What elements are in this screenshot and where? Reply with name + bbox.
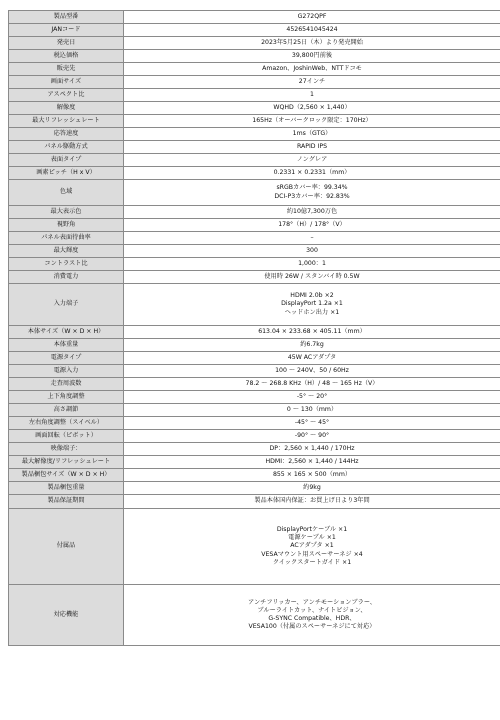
- spec-value-line: 1,000：1: [298, 259, 326, 267]
- spec-value-line: ノングレア: [296, 155, 328, 163]
- spec-value-line: 4526541045424: [286, 25, 338, 33]
- spec-value: [124, 232, 500, 245]
- spec-row: [9, 76, 500, 89]
- spec-row: [9, 456, 500, 469]
- spec-sheet: [8, 10, 490, 646]
- spec-value-line: 製品本体国内保証：お買上げ日より3年間: [254, 497, 370, 505]
- spec-label: 電源タイプ: [9, 352, 124, 365]
- spec-value-line: 855 × 165 × 500（mm）: [272, 470, 352, 478]
- spec-value: [124, 482, 500, 495]
- spec-row: [9, 11, 500, 24]
- spec-value-line: 39,800円前後: [291, 51, 333, 59]
- spec-value: [124, 24, 500, 37]
- spec-value-line: 165Hz（オーバークロック限定：170Hz）: [252, 116, 372, 124]
- spec-value: [124, 141, 500, 154]
- spec-value-line: クイックスタートガイド ×1: [272, 558, 352, 566]
- spec-value-line: ヘッドホン出力 ×1: [284, 308, 340, 316]
- spec-value: [124, 443, 500, 456]
- spec-label: 製品型番: [9, 11, 124, 24]
- spec-value-line: -90° ～ 90°: [294, 431, 330, 439]
- spec-row: [9, 271, 500, 284]
- spec-value: [124, 417, 500, 430]
- spec-value: [124, 391, 500, 404]
- spec-row: [9, 245, 500, 258]
- spec-value: [124, 495, 500, 509]
- spec-row: [9, 180, 500, 206]
- spec-value: [124, 245, 500, 258]
- spec-label: 製品梱包サイズ（W × D × H）: [9, 469, 124, 482]
- spec-value-line: 約6.7kg: [300, 340, 324, 348]
- spec-value-line: 1: [310, 90, 314, 98]
- spec-row: [9, 326, 500, 339]
- spec-row: [9, 115, 500, 128]
- spec-row: [9, 339, 500, 352]
- spec-label: 製品梱包重量: [9, 482, 124, 495]
- spec-value-line: 2023年5月25日（木）より発売開始: [261, 38, 363, 46]
- spec-label: JANコード: [9, 24, 124, 37]
- spec-value-line: G272QPF: [297, 12, 327, 20]
- spec-label: 入力端子: [9, 284, 124, 326]
- spec-value: [124, 154, 500, 167]
- spec-value: [124, 206, 500, 219]
- spec-value-line: ACアダプタ ×1: [290, 542, 334, 550]
- spec-value: [124, 37, 500, 50]
- spec-value-line: 100 ～ 240V、50 / 60Hz: [275, 366, 349, 374]
- spec-label: 販売先: [9, 63, 124, 76]
- spec-row: [9, 154, 500, 167]
- spec-value-line: HDMI：2,560 × 1,440 / 144Hz: [265, 457, 359, 465]
- spec-label: パネル駆動方式: [9, 141, 124, 154]
- spec-value-line: sRGBカバー率：99.34%: [276, 184, 348, 192]
- spec-value-line: -45° ～ 45°: [294, 418, 330, 426]
- spec-value-line: 300: [306, 246, 318, 254]
- spec-value-line: 78.2 ～ 268.8 KHz（H）/ 48 ～ 165 Hz（V）: [245, 379, 379, 387]
- spec-row: [9, 585, 500, 646]
- spec-label: 応答速度: [9, 128, 124, 141]
- spec-value-line: 45W ACアダプタ: [287, 353, 337, 361]
- spec-row: [9, 219, 500, 232]
- spec-value-line: 0.2331 × 0.2331（mm）: [273, 168, 351, 176]
- spec-value: [124, 585, 500, 646]
- spec-label: 消費電力: [9, 271, 124, 284]
- spec-value-line: –: [310, 233, 314, 241]
- spec-value-line: ブルーライトカット、ナイトビジョン、: [257, 606, 367, 614]
- spec-label: 画面回転（ピボット）: [9, 430, 124, 443]
- spec-label: 最大輝度: [9, 245, 124, 258]
- spec-value-line: 約9kg: [303, 483, 321, 491]
- spec-row: [9, 102, 500, 115]
- spec-value-line: -5° ～ 20°: [296, 392, 328, 400]
- spec-value-line: 0 ～ 130（mm）: [286, 405, 338, 413]
- spec-row: [9, 495, 500, 509]
- spec-value: [124, 258, 500, 271]
- spec-label: パネル表面待曲率: [9, 232, 124, 245]
- spec-row: [9, 509, 500, 585]
- spec-row: [9, 404, 500, 417]
- spec-row: [9, 232, 500, 245]
- spec-value: [124, 509, 500, 585]
- spec-row: [9, 378, 500, 391]
- spec-row: [9, 63, 500, 76]
- spec-value-line: 178°（H）/ 178°（V）: [278, 220, 346, 228]
- spec-row: [9, 365, 500, 378]
- spec-value: [124, 404, 500, 417]
- spec-label: 画素ピッチ（H x V）: [9, 167, 124, 180]
- spec-value-line: HDMI 2.0b ×2: [290, 292, 334, 300]
- spec-label: 本体サイズ（W × D × H）: [9, 326, 124, 339]
- spec-value: [124, 167, 500, 180]
- spec-row: [9, 258, 500, 271]
- spec-label: 高さ調節: [9, 404, 124, 417]
- spec-value-line: 電源ケーブル ×1: [288, 534, 336, 542]
- spec-value-line: 1ms（GTG）: [292, 129, 332, 137]
- spec-row: [9, 206, 500, 219]
- spec-label: 走査周波数: [9, 378, 124, 391]
- spec-label: 税込価格: [9, 50, 124, 63]
- spec-value-line: DP：2,560 × 1,440 / 170Hz: [269, 444, 355, 452]
- spec-label: 電源入力: [9, 365, 124, 378]
- spec-value: [124, 456, 500, 469]
- spec-value-line: Amazon、JoshinWeb、NTTドコモ: [262, 64, 362, 72]
- spec-label: 対応機能: [9, 585, 124, 646]
- spec-value: [124, 102, 500, 115]
- spec-value-line: VESAマウント用スペーサーネジ ×4: [261, 550, 363, 558]
- spec-label: コントラスト比: [9, 258, 124, 271]
- spec-value: [124, 430, 500, 443]
- spec-row: [9, 284, 500, 326]
- spec-value: [124, 63, 500, 76]
- spec-value: [124, 50, 500, 63]
- spec-value: [124, 115, 500, 128]
- spec-table-body: [9, 11, 500, 646]
- spec-row: [9, 352, 500, 365]
- spec-value-line: WQHD（2,560 × 1,440）: [273, 103, 351, 111]
- spec-value: [124, 378, 500, 391]
- spec-row: [9, 417, 500, 430]
- spec-value-line: アンチフリッカー、アンチモーションブラー、: [248, 598, 376, 606]
- spec-value-line: G-SYNC Compatible、HDR、: [268, 615, 356, 622]
- spec-label: 最大表示色: [9, 206, 124, 219]
- spec-row: [9, 50, 500, 63]
- spec-value-line: 613.04 × 233.68 × 405.11（mm）: [258, 327, 366, 335]
- spec-value: [124, 11, 500, 24]
- spec-label: 視野角: [9, 219, 124, 232]
- spec-label: 本体重量: [9, 339, 124, 352]
- spec-value: [124, 352, 500, 365]
- spec-label: 色域: [9, 180, 124, 206]
- spec-value: [124, 271, 500, 284]
- spec-value-line: DisplayPort 1.2a ×1: [281, 300, 343, 308]
- spec-row: [9, 89, 500, 102]
- spec-value: [124, 469, 500, 482]
- spec-value: [124, 76, 500, 89]
- spec-value: [124, 339, 500, 352]
- spec-label: 付属品: [9, 509, 124, 585]
- spec-label: アスペクト比: [9, 89, 124, 102]
- spec-value-line: 27インチ: [298, 77, 326, 85]
- spec-label: 最大解像度/リフレッシュレート: [9, 456, 124, 469]
- spec-row: [9, 128, 500, 141]
- spec-value: [124, 365, 500, 378]
- spec-value: [124, 89, 500, 102]
- spec-label: 表面タイプ: [9, 154, 124, 167]
- spec-row: [9, 37, 500, 50]
- spec-label: 発売日: [9, 37, 124, 50]
- spec-value: [124, 180, 500, 206]
- spec-label: 上下角度調整: [9, 391, 124, 404]
- spec-value-line: DCI-P3カバー率：92.83%: [274, 192, 350, 200]
- spec-row: [9, 24, 500, 37]
- spec-label: 画面サイズ: [9, 76, 124, 89]
- spec-value: [124, 128, 500, 141]
- spec-value-line: DisplayPortケーブル ×1: [276, 526, 348, 534]
- spec-label: 映像端子：: [9, 443, 124, 456]
- spec-value-line: RAPID IPS: [296, 142, 328, 150]
- spec-label: 最大リフレッシュレート: [9, 115, 124, 128]
- spec-table: [8, 10, 500, 646]
- spec-value-line: VESA100（付属のスペーサーネジにて対応）: [248, 623, 376, 631]
- spec-row: [9, 391, 500, 404]
- spec-value: [124, 219, 500, 232]
- spec-value-line: 使用時 26W / スタンバイ時 0.5W: [264, 272, 360, 280]
- spec-row: [9, 141, 500, 154]
- spec-row: [9, 482, 500, 495]
- spec-row: [9, 469, 500, 482]
- spec-value-line: 約10億7,300万色: [286, 207, 338, 215]
- spec-row: [9, 430, 500, 443]
- spec-row: [9, 443, 500, 456]
- spec-value: [124, 284, 500, 326]
- spec-label: 左右角度調整（スイベル）: [9, 417, 124, 430]
- spec-row: [9, 167, 500, 180]
- spec-label: 製品保証期間: [9, 495, 124, 509]
- spec-value: [124, 326, 500, 339]
- spec-label: 解像度: [9, 102, 124, 115]
